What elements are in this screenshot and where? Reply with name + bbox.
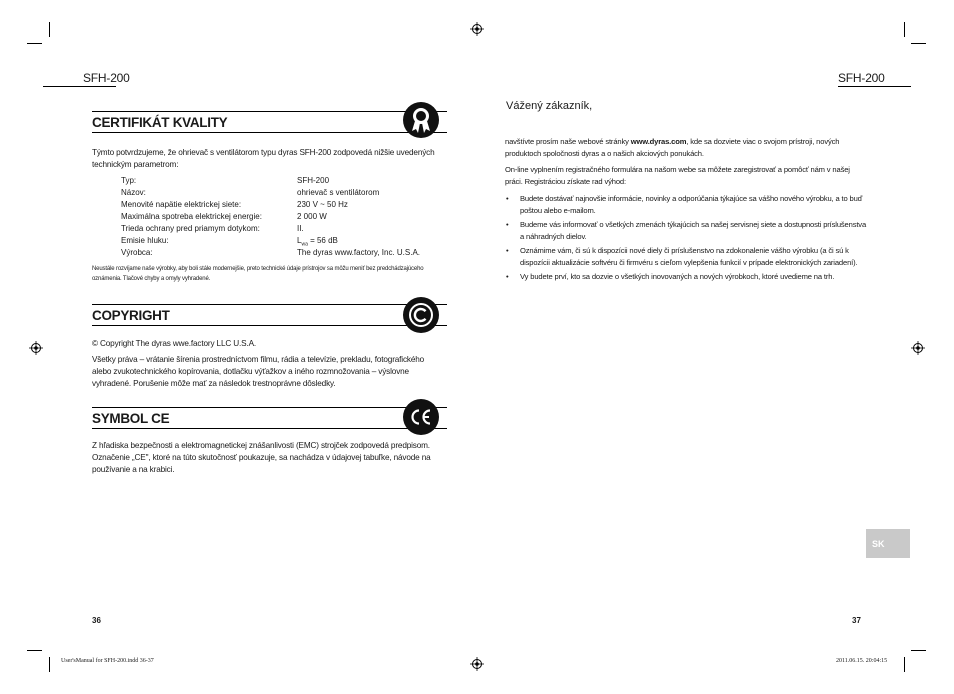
spec-value: II. [297,224,304,233]
print-timestamp: 2011.06.15. 20:04:15 [836,658,888,664]
quality-ribbon-icon [403,102,439,138]
section-rule [92,428,447,429]
ce-mark-icon [403,399,439,435]
crop-mark [27,43,42,44]
registration-mark-icon [29,341,43,355]
benefits-list [505,193,870,283]
section-rule [92,407,447,408]
file-info: User'sManual for SFH-200.indd 36-37 [61,658,154,664]
registration-mark-icon [911,341,925,355]
noise-value: = 56 dB [307,236,338,245]
language-tab [866,529,910,558]
crop-mark [904,22,905,37]
header-rule-left [43,86,116,87]
section-rule [92,111,447,112]
spec-value: ohrievač s ventilátorom [297,188,380,197]
spec-label: Menovité napätie elektrickej siete: [121,200,242,209]
list-item: • Budeme vás informovať o všetkých zmenách týkajúcich sa našej servisnej siete a dostupnosti príslušenstva a náhradných dielov. [505,219,870,243]
model-label-left: SFH-200 [83,71,130,85]
page-number-left: 36 [92,616,101,625]
ce-title: SYMBOL CE [92,411,170,426]
crop-mark [911,650,926,651]
spec-label: Emisie hluku: [121,236,169,245]
copyright-title: COPYRIGHT [92,308,170,323]
header-rule-right [838,86,911,87]
crop-mark [911,43,926,44]
intro-text-pre: navštívte prosím naše webové stránky [505,137,631,146]
section-rule [92,325,447,326]
list-item: • Oznámime vám, či sú k dispozícii nové diely či príslušenstvo na zdokonalenie vášho výrobku (a či sú k dispozícii aktualizácie softvéru či firmvéru s cieľom vylepšenia funkcií v prípade elektronických zariadení). [505,245,870,269]
website-link[interactable]: www.dyras.com [630,137,687,146]
quality-note: Neustále rozvíjame naše výrobky, aby boli stále modernejšie, preto technické údaje prístrojov sa môžu meniť bez predchádzajúceho oznámenia. Tlačové chyby a omyly vyhradené. [92,266,424,282]
greeting: Vážený zákazník, [506,100,593,112]
crop-mark [49,657,50,672]
copyright-body: Všetky práva – vrátanie šírenia prostredníctvom filmu, rádia a televízie, prekladu, fotografického alebo zvukotechnického kopírovania, dotlačku výťažkov a iného rozmnožovania – výslovne vyhradené. Porušenie môže mať za následok trestnoprávne dôsledky. [92,355,425,388]
page-number-right: 37 [852,616,861,625]
registration-mark-icon [470,22,484,36]
copyright-icon [403,297,439,333]
list-item: • Budete dostávať najnovšie informácie, novinky a odporúčania týkajúce sa vášho nového výrobku, a to buď poštou alebo e-mailom. [505,193,870,217]
spec-value: 2 000 W [297,212,327,221]
ce-body: Z hľadiska bezpečnosti a elektromagnetickej znášanlivosti (EMC) strojček zodpovedá predpisom. Označenie „CE", ktoré na túto skutočnosť poukazuje, sa nachádza v údajovej tabuľke, návode na používanie a na krabici. [92,441,431,474]
registration-mark-icon [470,657,484,671]
crop-mark [49,22,50,37]
crop-mark [904,657,905,672]
language-tab-label: SK [872,539,885,549]
copyright-line: © Copyright The dyras wwe.factory LLC U.S.A. [92,339,257,348]
spec-value: SFH-200 [297,176,330,185]
intro-text-post: , kde sa dozviete viac o svojom prístroji, nových produktoch spoločnosti dyras a o našich akciových ponukách. [505,137,840,158]
spec-label: Trieda ochrany pred priamym dotykom: [121,224,260,233]
spec-value: 230 V ~ 50 Hz [297,200,348,209]
spec-label: Typ: [121,176,137,185]
spec-label: Výrobca: [121,248,153,257]
noise-subscript: wa [301,241,308,248]
quality-title: CERTIFIKÁT KVALITY [92,115,228,130]
spec-value [297,236,338,248]
registration-paragraph: On-line vyplnením registračného formulára na našom webe sa môžete zaregistrovať a pomôcť nám v našej práci. Registráciou získate rad výhod: [505,165,850,186]
spec-label: Maximálna spotreba elektrickej energie: [121,212,262,221]
section-rule [92,304,447,305]
quality-intro: Týmto potvrdzujeme, že ohrievač s ventilátorom typu dyras SFH-200 zodpovedá nižšie uvedených technickým parametrom: [92,148,435,169]
spec-value: The dyras www.factory, Inc. U.S.A. [297,248,420,257]
spec-label: Názov: [121,188,146,197]
noise-symbol: L [297,236,302,245]
model-label-right: SFH-200 [838,71,885,85]
section-rule [92,132,447,133]
intro-paragraph [505,136,867,160]
list-item: • Vy budete prví, kto sa dozvie o všetkých inovovaných a nových výrobkoch, ktoré uvedieme na trh. [505,271,870,283]
crop-mark [27,650,42,651]
